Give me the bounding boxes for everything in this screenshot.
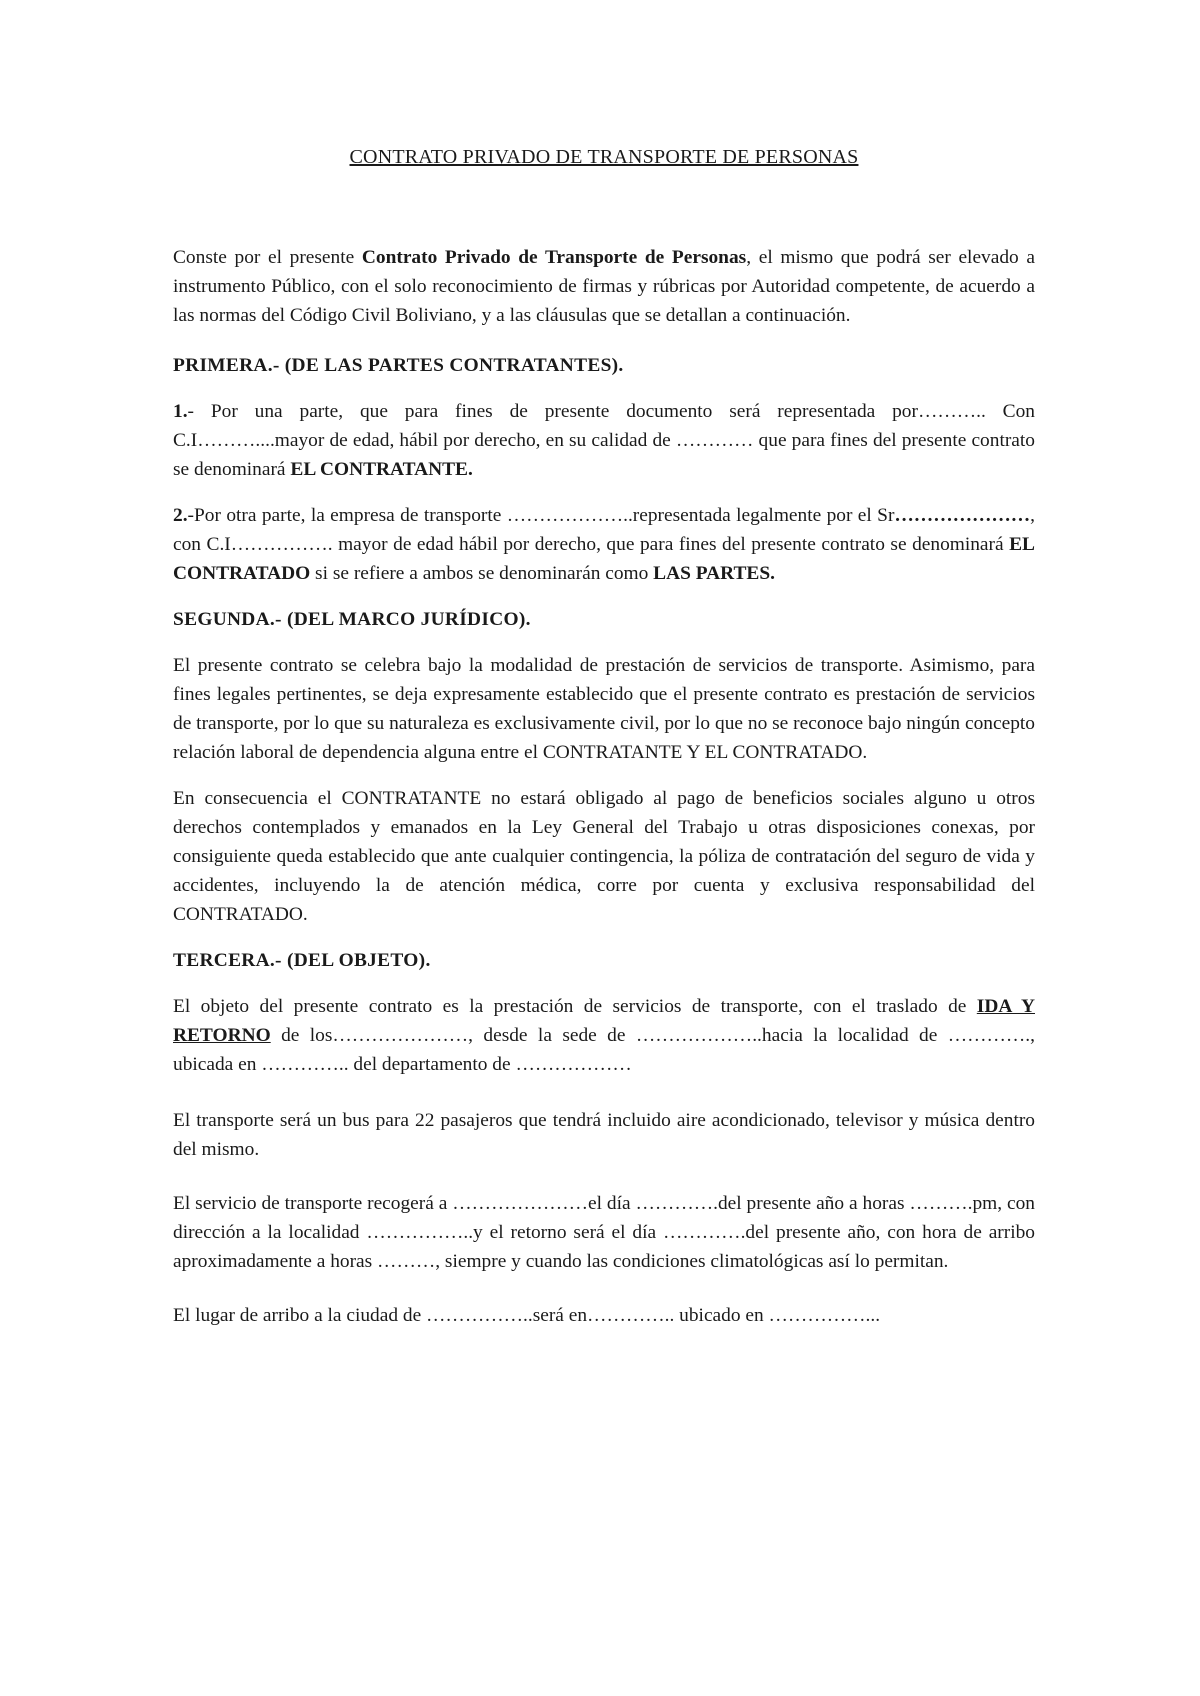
tercera-arrival-paragraph: El lugar de arribo a la ciudad de ……………..será en………….. ubicado en ……………...: [173, 1305, 881, 1326]
intro-text-1: Conste por el presente: [173, 247, 362, 268]
clause-tercera-heading: TERCERA.- (DEL OBJETO).: [173, 950, 431, 971]
party-1-number: 1.: [173, 401, 188, 422]
tercera-schedule-paragraph: El servicio de transporte recogerá a …………………el día ………….del presente año a horas ……….pm, con dirección a la localidad ……………..y el retorno será el día ………….del presente año, con hora de arribo aproximadamente a horas ………, siempre y cuando las condiciones climatológicas así lo permitan.: [173, 1193, 1035, 1272]
parties-designation: LAS PARTES.: [653, 563, 775, 584]
party-2-designation: EL CONTRATADO: [173, 534, 1035, 584]
party-2-text-1: -Por otra parte, la empresa de transporte ………………..representada legalmente por el Sr: [187, 505, 895, 526]
tercera-object-paragraph: [173, 992, 1035, 1079]
primera-party-2-paragraph: [173, 501, 1035, 588]
party-2-text-2: , con C.I……………. mayor de edad hábil por derecho, que para fines del presente contrato se denominará: [173, 505, 1035, 555]
party-1-text: - Por una parte, que para fines de presente documento será representada por……….. Con C.I………....mayor de edad, hábil por derecho, en su calidad de ………… que para fines del presente contrato se denominará: [173, 401, 1035, 480]
intro-contract-name: Contrato Privado de Transporte de Personas: [361, 247, 747, 268]
document-title: CONTRATO PRIVADO DE TRANSPORTE DE PERSONAS: [349, 146, 859, 168]
party-1-designation: EL CONTRATANTE.: [290, 459, 473, 480]
party-2-number: 2.: [173, 505, 188, 526]
segunda-paragraph-2: En consecuencia el CONTRATANTE no estará obligado al pago de beneficios sociales alguno u otros derechos contemplados y emanados en la Ley General del Trabajo u otras disposiciones conexas, por consiguiente queda establecido que ante cualquier contingencia, la póliza de contratación del seguro de vida y accidentes, incluyendo la de atención médica, corre por cuenta y exclusiva responsabilidad del CONTRATADO.: [173, 788, 1035, 925]
intro-text-2: , el mismo que podrá ser elevado a instrumento Público, con el solo reconocimiento de firmas y rúbricas por Autoridad competente, de acuerdo a las normas del Código Civil Boliviano, y a las cláusulas que se detallan a continuación.: [173, 247, 1035, 326]
object-text-1: El objeto del presente contrato es la prestación de servicios de transporte, con el traslado de: [173, 996, 977, 1017]
primera-party-1-paragraph: [173, 397, 1035, 484]
round-trip-label: IDA Y RETORNO: [173, 996, 1035, 1046]
tercera-bus-paragraph: El transporte será un bus para 22 pasajeros que tendrá incluido aire acondicionado, televisor y música dentro del mismo.: [173, 1110, 1035, 1160]
party-2-name-blank: …………………: [894, 505, 1031, 526]
party-2-text-3: si se refiere a ambos se denominarán como: [310, 563, 654, 584]
object-text-2: de los…………………, desde la sede de ………………..hacia la localidad de …………., ubicada en ………….. del departamento de ………………: [173, 1025, 1035, 1075]
intro-paragraph: [173, 243, 1035, 330]
clause-segunda-heading: SEGUNDA.- (DEL MARCO JURÍDICO).: [173, 609, 531, 630]
document-body: [173, 243, 1035, 1347]
segunda-paragraph-1: El presente contrato se celebra bajo la modalidad de prestación de servicios de transporte. Asimismo, para fines legales pertinentes, se deja expresamente establecido que el presente contrato es prestación de servicios de transporte, por lo que su naturaleza es exclusivamente civil, por lo que no se reconoce bajo ningún concepto relación laboral de dependencia alguna entre el CONTRATANTE Y EL CONTRATADO.: [173, 655, 1035, 763]
clause-primera-heading: PRIMERA.- (DE LAS PARTES CONTRATANTES).: [173, 355, 624, 376]
